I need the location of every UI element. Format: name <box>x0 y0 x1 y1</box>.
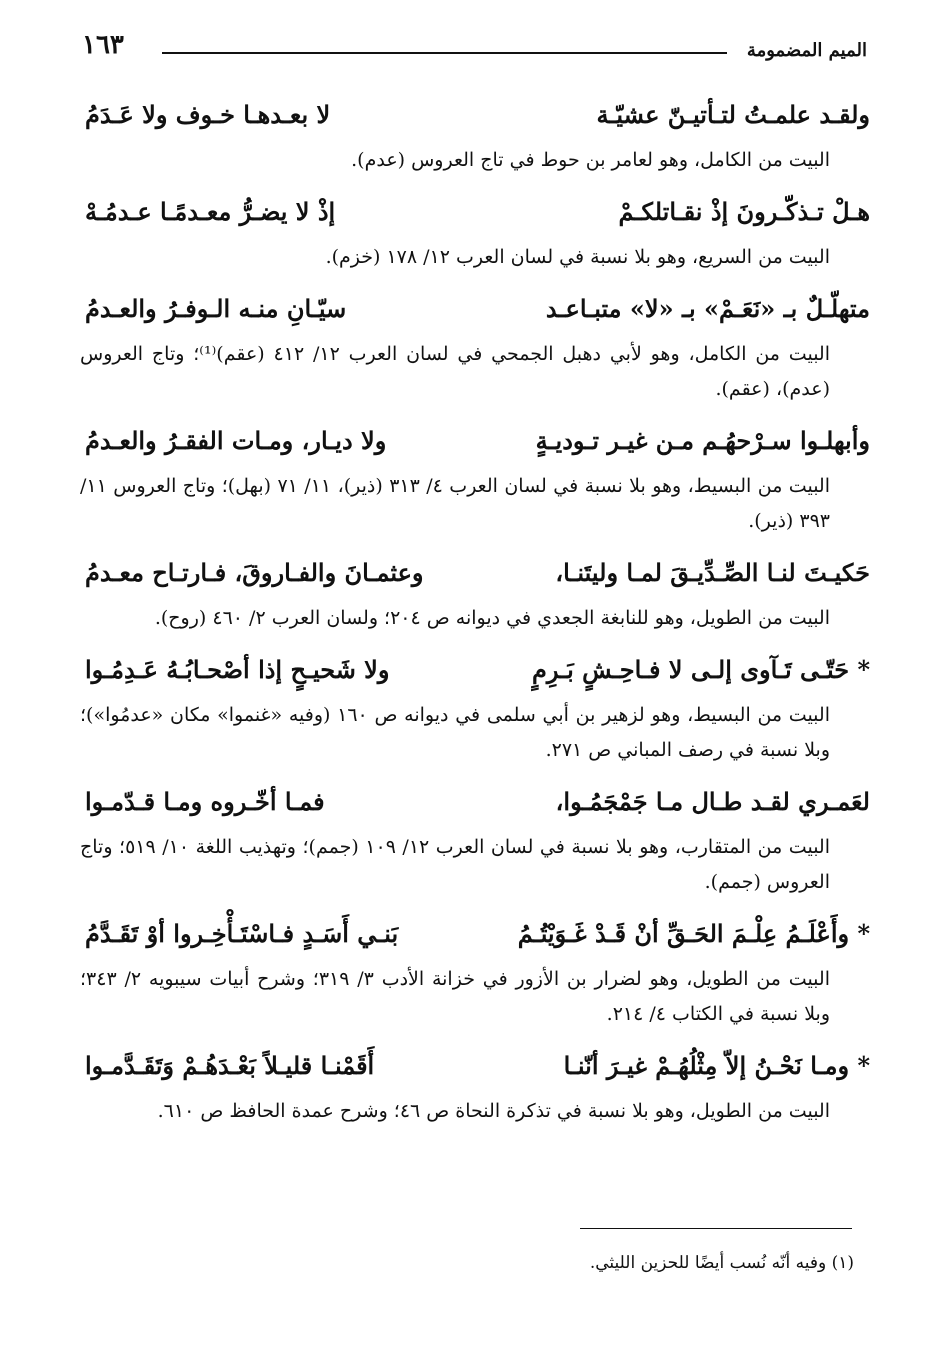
verse-line <box>75 772 870 830</box>
verse-entry <box>75 543 870 636</box>
verse-list <box>75 85 870 1133</box>
page-number: ١٦٣ <box>82 30 124 60</box>
first-hemistich: حَكيـتَ لنـا الصِّـدِّيـقَ لمـا وليتَنـا، <box>555 557 870 587</box>
verse-entry <box>75 279 870 407</box>
first-hemistich: وأبهلـوا سـرْحهُـم مـن غيـر تـوديـةٍ <box>535 425 870 455</box>
footnote: (١) وفيه أنّه نُسب أيضًا للحزين الليثي. <box>589 1253 854 1273</box>
verse-note: البيت من السريع، وهو بلا نسبة في لسان العرب ١٢/ ١٧٨ (خزم). <box>325 246 830 268</box>
verse-line <box>75 279 870 337</box>
second-hemistich: إذْ لا يضـرُّ معـدمًـا عـدمُـهْ <box>85 196 336 226</box>
verse-entry <box>75 411 870 539</box>
second-hemistich: لا بعـدهـا خـوف ولا عَـدَمُ <box>85 99 331 129</box>
verse-entry <box>75 85 870 178</box>
chapter-title: الميم المضمومة <box>746 40 867 61</box>
verse-note: البيت من الطويل، وهو للنابغة الجعدي في ديوانه ص ٢٠٤؛ ولسان العرب ٢/ ٤٦٠ (روح). <box>154 607 830 629</box>
verse-note: البيت من المتقارب، وهو بلا نسبة في لسان العرب ١٢/ ١٠٩ (جمم)؛ وتهذيب اللغة ١٠/ ٥١٩؛ وتاج العروس (جمم). <box>80 836 830 893</box>
verse-entry <box>75 772 870 900</box>
second-hemistich: بَنـي أَسَـدٍ فـاسْتَـأْخِـروا أوْ تَقَـدَّمُ <box>85 918 399 948</box>
second-hemistich: أَقَمْنـا قليـلاً بَعْـدَهُـمْ وَتَقَـدَّمـوا <box>85 1050 375 1080</box>
verse-note: البيت من الكامل، وهو لعامر بن حوط في تاج العروس (عدم). <box>351 149 830 171</box>
verse-entry <box>75 182 870 275</box>
footnote-rule <box>580 1228 852 1229</box>
second-hemistich: فمـا أخّـروه ومـا قـدّمـوا <box>85 786 325 816</box>
verse-line <box>75 1036 870 1094</box>
page-header <box>82 28 867 68</box>
second-hemistich: سيّـانِ منـه الـوفـرُ والعـدمُ <box>85 293 347 323</box>
verse-note: البيت من الطويل، وهو لضرار بن الأزور في خزانة الأدب ٣/ ٣١٩؛ وشرح أبيات سيبويه ٢/ ٣٤٣؛ وبلا نسبة في الكتاب ٤/ ٢١٤. <box>80 968 830 1025</box>
verse-entry <box>75 1036 870 1129</box>
verse-line <box>75 411 870 469</box>
second-hemistich: وعثمـانَ والفـاروقَ، فـارتـاح معـدمُ <box>85 557 424 587</box>
verse-line <box>75 543 870 601</box>
verse-line <box>75 182 870 240</box>
first-hemistich: * ومـا نَحْـنُ إلاّ مِثْلُهُـمْ غيـرَ أنّنـا <box>563 1050 870 1080</box>
verse-note: البيت من الطويل، وهو بلا نسبة في تذكرة النحاة ص ٤٦؛ وشرح عمدة الحافظ ص ٦١٠. <box>157 1100 830 1122</box>
first-hemistich: متهلّـلٌ بـ «نَعَـمْ» بـ «لا» متبـاعـد <box>545 293 870 323</box>
verse-entry <box>75 904 870 1032</box>
second-hemistich: ولا ديـار، ومـات الفقـرُ والعـدمُ <box>85 425 387 455</box>
verse-note: البيت من البسيط، وهو لزهير بن أبي سلمى في ديوانه ص ١٦٠ (وفيه «غنموا» مكان «عدمُوا»)؛ وبلا نسبة في رصف المباني ص ٢٧١. <box>80 704 830 761</box>
verse-line <box>75 85 870 143</box>
verse-note: البيت من البسيط، وهو بلا نسبة في لسان العرب ٤/ ٣١٣ (ذير)، ١١/ ٧١ (بهل)؛ وتاج العروس ١١/ ٣٩٣ (ذير). <box>80 475 831 532</box>
first-hemistich: * وأَعْلَـمُ عِلْـمَ الحَـقِّ أنْ قَـدْ غَـوَيْتُـمُ <box>517 918 870 948</box>
second-hemistich: ولا شَحيـحٍ إذا أصْحـابُـهُ عَـدِمُـوا <box>85 654 390 684</box>
first-hemistich: * حَتّـى تَـآوى إلـى لا فـاحِـشٍ بَـرِمٍ <box>532 654 870 684</box>
first-hemistich: ولقـد علمـتُ لتـأتيـنّ عشيّـة <box>596 99 870 129</box>
header-rule <box>162 52 727 54</box>
verse-entry <box>75 640 870 768</box>
verse-line <box>75 640 870 698</box>
first-hemistich: لعَمـري لقـد طـال مـا جَمْجَمُـوا، <box>555 786 870 816</box>
first-hemistich: هـلْ تـذكّـرونَ إذْ نقـاتلكـمْ <box>618 196 870 226</box>
verse-line <box>75 904 870 962</box>
verse-note: البيت من الكامل، وهو لأبي دهبل الجمحي في لسان العرب ١٢/ ٤١٢ (عقم)⁽¹⁾؛ وتاج العروس (عدم)، (عقم). <box>80 343 830 400</box>
